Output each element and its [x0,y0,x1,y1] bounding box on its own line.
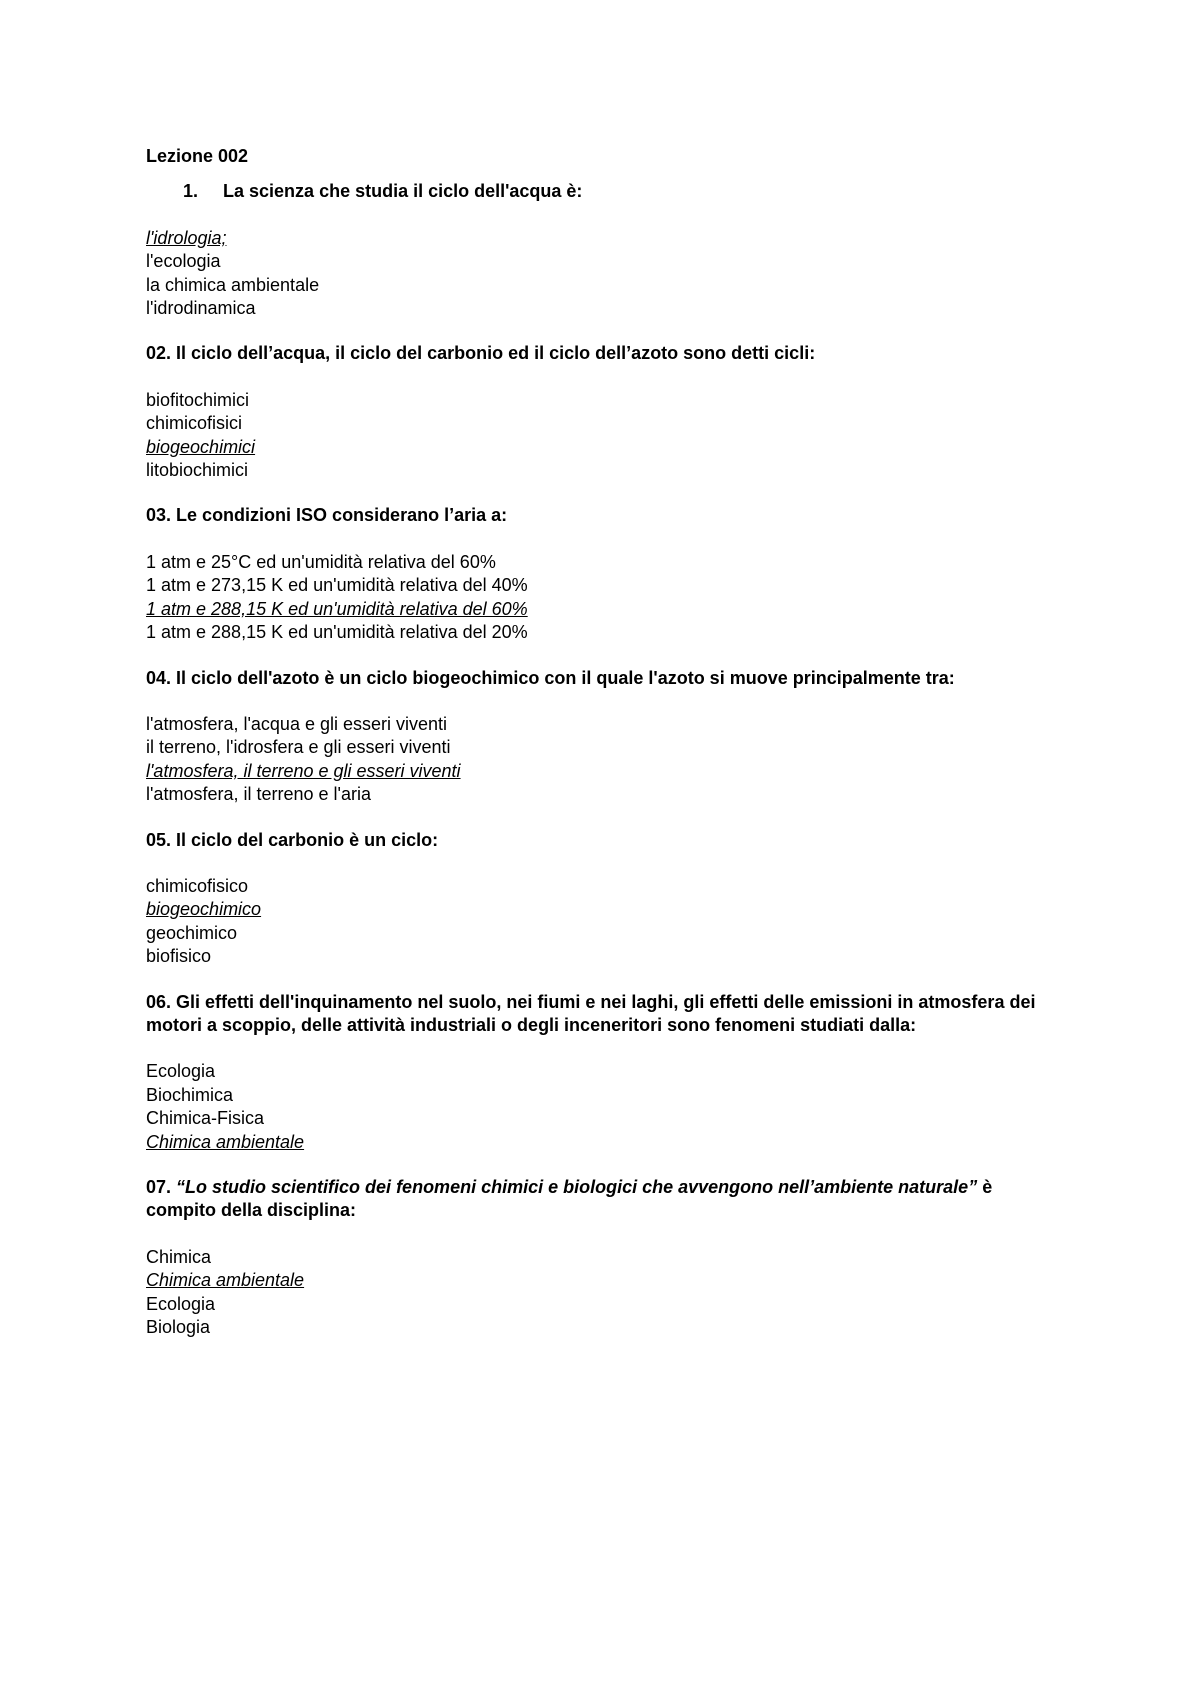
question-number: 05. [146,829,172,850]
question-text: è compito della disciplina: [146,1177,993,1221]
question-text: Il ciclo dell’acqua, il ciclo del carbonio ed il ciclo dell’azoto sono detti cicli: [176,343,816,364]
answer-option: la chimica ambientale [146,274,320,295]
question-text: Le condizioni ISO considerano l’aria a: [176,505,508,526]
answer-option: 1 atm e 288,15 K ed un'umidità relativa del 20% [146,622,528,643]
question-7 [146,1176,1066,1223]
question-number: 06. [146,991,172,1012]
answer-list-2 [146,389,1106,483]
question-text: La scienza che studia il ciclo dell'acqua è: [223,181,583,202]
question-text: Il ciclo dell'azoto è un ciclo biogeochimico con il quale l'azoto si muove principalmente tra: [176,667,955,688]
answer-option: 1 atm e 25°C ed un'umidità relativa del 60% [146,551,496,572]
question-number: 07. [146,1177,172,1197]
question-4 [146,667,1066,690]
answer-option-correct: l'idrologia; [146,227,227,248]
question-1 [183,180,1103,203]
answer-option: l'ecologia [146,251,221,272]
answer-list-7 [146,1246,1106,1340]
question-6 [146,991,1066,1038]
answer-option: Ecologia [146,1293,216,1314]
answer-list-5 [146,875,1106,969]
answer-option: chimicofisico [146,875,249,896]
answer-option-correct: 1 atm e 288,15 K ed un'umidità relativa del 60% [146,598,528,619]
question-text: Gli effetti dell'inquinamento nel suolo, nei fiumi e nei laghi, gli effetti delle emissioni in atmosfera dei motori a scoppio, delle attività industriali o degli inceneritori sono fenomeni studiati dalla: [146,991,1036,1035]
answer-list-1 [146,227,1106,321]
answer-option-correct: biogeochimico [146,899,262,920]
answer-list-3 [146,551,1106,645]
question-number: 03. [146,505,172,526]
answer-option: biofisico [146,946,212,967]
question-2 [146,342,1066,365]
answer-list-4 [146,713,1106,807]
question-text: Il ciclo del carbonio è un ciclo: [176,829,439,850]
answer-option-correct: biogeochimici [146,436,256,457]
question-3 [146,504,1066,527]
answer-option-correct: l'atmosfera, il terreno e gli esseri viventi [146,760,461,781]
answer-option: Chimica-Fisica [146,1108,265,1129]
answer-option: Biochimica [146,1084,234,1105]
answer-option: biofitochimici [146,389,250,410]
answer-option: chimicofisici [146,413,243,434]
answer-option-correct: Chimica ambientale [146,1270,305,1291]
answer-option: litobiochimici [146,460,249,481]
answer-option-correct: Chimica ambientale [146,1131,305,1152]
question-number: 1. [183,181,199,202]
question-5 [146,829,1066,852]
answer-option: Biologia [146,1317,211,1338]
question-number: 02. [146,343,172,364]
question-quote: “Lo studio scientifico dei fenomeni chimici e biologici che avvengono nell’ambiente naturale” [176,1177,978,1197]
answer-option: Chimica [146,1246,212,1267]
answer-option: l'idrodinamica [146,298,256,319]
answer-list-6 [146,1060,1106,1154]
answer-option: il terreno, l'idrosfera e gli esseri viventi [146,737,451,758]
document-page [146,145,1106,1361]
answer-option: Ecologia [146,1061,216,1082]
answer-option: 1 atm e 273,15 K ed un'umidità relativa del 40% [146,575,528,596]
answer-option: l'atmosfera, il terreno e l'aria [146,784,371,805]
answer-option: geochimico [146,922,238,943]
lesson-title: Lezione 002 [146,146,249,166]
question-number: 04. [146,667,172,688]
answer-option: l'atmosfera, l'acqua e gli esseri viventi [146,713,448,734]
